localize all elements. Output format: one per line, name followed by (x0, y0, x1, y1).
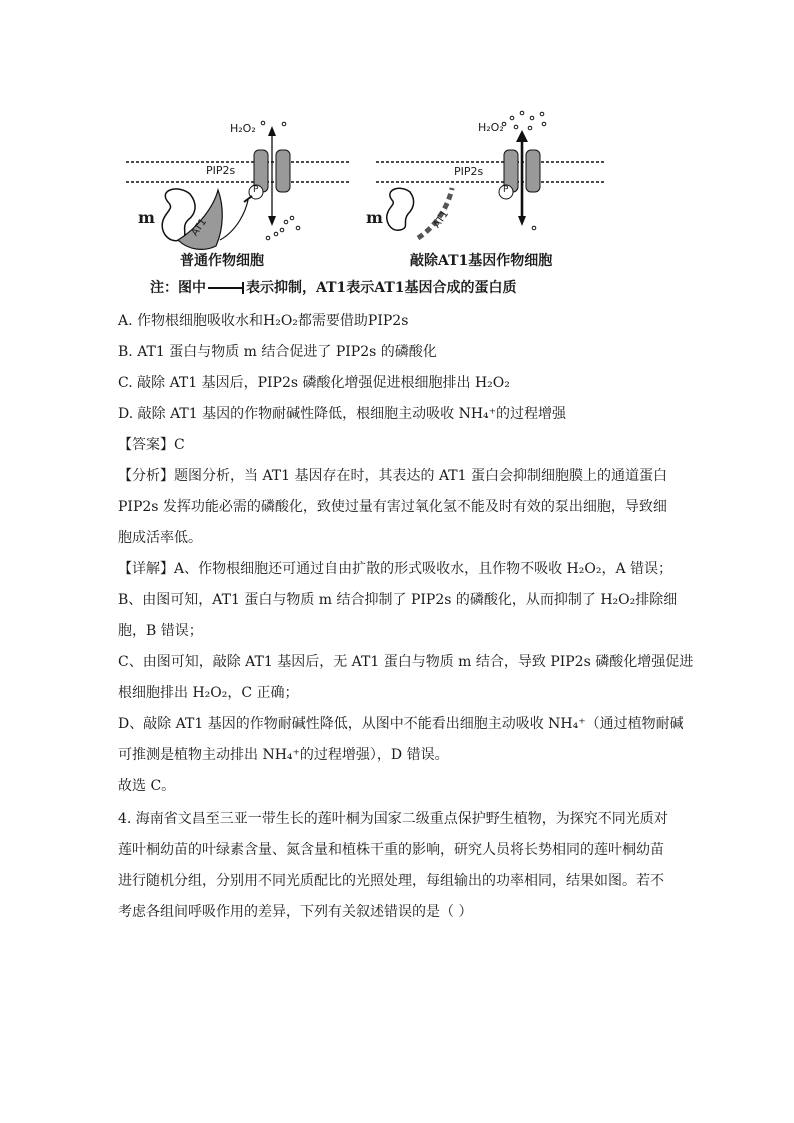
option-c: C. 敲除 AT1 基因后，PIP2s 磷酸化增强促进根细胞排出 H₂O₂ (118, 375, 510, 391)
answer: 【答案】C (118, 437, 185, 453)
inhibition-symbol-icon (208, 283, 244, 293)
h2o2-label-right: H₂O₂ (478, 121, 504, 134)
detail-line: 胞，B 错误； (118, 623, 203, 639)
question-4-line: 莲叶桐幼苗的叶绿素含量、氮含量和植株干重的影响，研究人员将长势相同的莲叶桐幼苗 (118, 842, 664, 858)
pip2s-label-left: PIP2s (206, 164, 236, 177)
m-label-right: m (366, 208, 383, 227)
figure-note (150, 277, 517, 297)
detail-line: B、由图可知，AT1 蛋白与物质 m 结合抑制了 PIP2s 的磷酸化，从而抑制了 H₂O₂排除细 (118, 592, 678, 608)
option-a: A. 作物根细胞吸收水和H₂O₂都需要借助PIP2s (118, 313, 409, 329)
question-4-line: 4. 海南省文昌至三亚一带生长的莲叶桐为国家二级重点保护野生植物，为探究不同光质对 (118, 811, 668, 827)
at1-label-left: AT1 (189, 216, 210, 239)
phosphate-label-right: P (503, 185, 509, 195)
at1-label-right: AT1 (431, 208, 452, 231)
h2o2-label-left: H₂O₂ (230, 122, 256, 135)
note-prefix: 注：图中 (150, 280, 206, 296)
pip2s-label-right: PIP2s (454, 165, 484, 178)
detail-line: 可推测是植物主动排出 NH₄⁺的过程增强），D 错误。 (118, 747, 449, 763)
detail-line: 【详解】A、作物根细胞还可通过自由扩散的形式吸收水，且作物不吸收 H₂O₂，A 错误； (118, 561, 673, 577)
caption-normal-cell: 普通作物细胞 (180, 253, 264, 269)
option-d: D. 敲除 AT1 基因的作物耐碱性降低，根细胞主动吸收 NH₄⁺的过程增强 (118, 406, 567, 422)
caption-knockout-cell: 敲除AT1基因作物细胞 (410, 253, 553, 269)
m-label-left: m (138, 208, 155, 227)
question-4-line: 考虑各组间呼吸作用的差异，下列有关叙述错误的是（ ） (118, 904, 473, 920)
phosphate-label-left: P (253, 185, 259, 195)
option-b: B. AT1 蛋白与物质 m 结合促进了 PIP2s 的磷酸化 (118, 344, 437, 360)
detail-line: D、敲除 AT1 基因的作物耐碱性降低，从图中不能看出细胞主动吸收 NH₄⁺（通过植物耐碱 (118, 716, 684, 732)
detail-line: 故选 C。 (118, 778, 176, 794)
detail-line: C、由图可知，敲除 AT1 基因后，无 AT1 蛋白与物质 m 结合，导致 PIP2s 磷酸化增强促进 (118, 654, 694, 670)
detail-line: 根细胞排出 H₂O₂，C 正确； (118, 685, 299, 701)
analysis-line: PIP2s 发挥功能必需的磷酸化，致使过量有害过氧化氢不能及时有效的泵出细胞，导致细 (118, 499, 667, 515)
analysis-line: 胞成活率低。 (118, 530, 202, 546)
membrane-figure (118, 110, 618, 300)
analysis-line: 【分析】题图分析，当 AT1 基因存在时，其表达的 AT1 蛋白会抑制细胞膜上的通道蛋白 (118, 468, 667, 484)
note-suffix: 表示抑制，AT1表示AT1基因合成的蛋白质 (246, 280, 517, 296)
question-4-line: 进行随机分组，分别用不同光质配比的光照处理，每组输出的功率相同，结果如图。若不 (118, 873, 664, 889)
